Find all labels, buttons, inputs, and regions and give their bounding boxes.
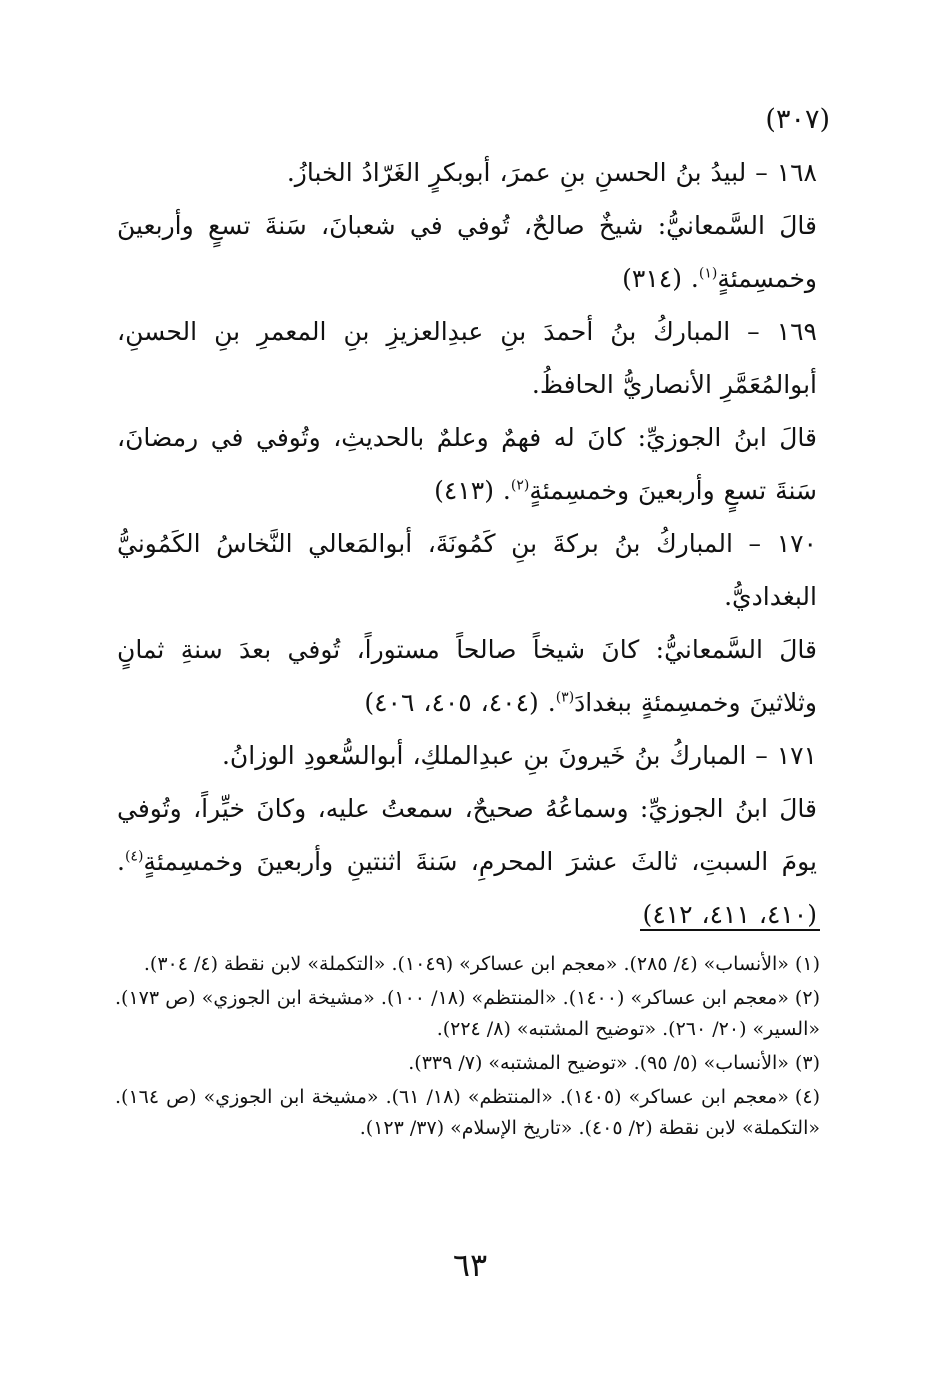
entry-refs: . (٤٠٤، ٤٠٥، ٤٠٦) [364, 688, 556, 717]
footnote-text: «معجم ابن عساكر» (١٤٠٠). «المنتظم» (١٨/ ١٠٠). «مشيخة ابن الجوزي» (ص ١٧٣). «السير» (٢٠/ ٢٦٠). «توضيح المشتبه» (٨/ ٢٢٤). [115, 987, 820, 1040]
entry-body-text: قالَ السَّمعانيُّ: شيخٌ صالحٌ، تُوفي في شعبانَ، سَنةَ تسعٍ وأربعينَ وخمسِمئةٍ [117, 211, 817, 293]
footnotes [115, 949, 820, 1147]
footnote-number: (١) [794, 953, 820, 975]
entry-heading: ١٧٠ – المباركُ بنُ بركةَ بنِ كَمُونَةَ، أبوالمَعالي النَّخاسُ الكَمُونيُّ البغداديُّ. [117, 529, 817, 611]
entry-heading: ١٦٩ – المباركُ بنُ أحمدَ بنِ عبدِالعزيزِ بنِ المعمرِ بنِ الحسنِ، أبوالمُعَمَّرِ الأنصاريُّ الحافظُ. [117, 317, 817, 399]
entry-body-text: قالَ ابنُ الجوزيِّ: كانَ له فهمٌ وعلمٌ بالحديثِ، وتُوفي في رمضانَ، سَنةَ تسعٍ وأربعينَ وخمسِمئةٍ [117, 423, 817, 505]
page-number: ٦٣ [452, 1246, 488, 1284]
year-reference: (٣٠٧) [765, 104, 830, 135]
entry-body [117, 411, 817, 517]
footnote-number: (٣) [794, 1052, 820, 1074]
entry-refs: . (٤١٠، ٤١١، ٤١٢) [117, 847, 817, 929]
entry-body-text: قالَ السَّمعانيُّ: كانَ شيخاً صالحاً مستوراً، تُوفي بعدَ سنةِ ثمانٍ وثلاثينَ وخمسِمئةٍ ببغدادَ [117, 635, 817, 717]
entry-heading: ١٦٨ – لبيدُ بنُ الحسنِ بنِ عمرَ، أبوبكرٍ الغَرّادُ الخبازُ. [286, 158, 817, 187]
entry-refs: . (٣١٤) [622, 264, 699, 293]
footnote-divider [640, 929, 820, 931]
footnote-number: (٤) [794, 1086, 820, 1108]
entry-body [117, 199, 817, 305]
footnote-text: «معجم ابن عساكر» (١٤٠٥). «المنتظم» (١٨/ ٦١). «مشيخة ابن الجوزي» (ص ١٦٤). «التكملة» لابن نقطة (٢/ ٤٠٥). «تاريخ الإسلام» (٣٧/ ١٢٣). [115, 1086, 820, 1139]
footnote-text: «الأنساب» (٤/ ٢٨٥). «معجم ابن عساكر» (١٠٤٩). «التكملة» لابن نقطة (٤/ ٣٠٤). [143, 953, 789, 975]
footnote-number: (٢) [794, 987, 820, 1009]
footnote-ref[interactable]: (١) [698, 265, 718, 282]
entry-body-text: قالَ ابنُ الجوزيِّ: وسماعُهُ صحيحٌ، سمعتُ عليه، وكانَ خيِّراً، وتُوفي يومَ السبتِ، ثالثَ عشرَ المحرمِ، سَنةَ اثنتينِ وأربعينَ وخمسِمئةٍ [117, 794, 817, 876]
footnote [115, 949, 820, 980]
footnote-ref[interactable]: (٢) [510, 477, 530, 494]
footnote [115, 1082, 820, 1144]
entry-body [117, 623, 817, 729]
footnote [115, 983, 820, 1045]
footnote-ref[interactable]: (٣) [555, 689, 575, 706]
entry-heading: ١٧١ – المباركُ بنُ خَيرونَ بنِ عبدِالملكِ، أبوالسُّعودِ الوزانُ. [221, 741, 817, 770]
footnote-text: «الأنساب» (٥/ ٩٥). «توضيح المشتبه» (٧/ ٣٣٩). [408, 1052, 789, 1074]
entry-refs: . (٤١٣) [434, 476, 511, 505]
main-text [117, 146, 817, 941]
entry-body [117, 782, 817, 941]
footnote-ref[interactable]: (٤) [124, 848, 144, 865]
footnote [115, 1048, 820, 1079]
